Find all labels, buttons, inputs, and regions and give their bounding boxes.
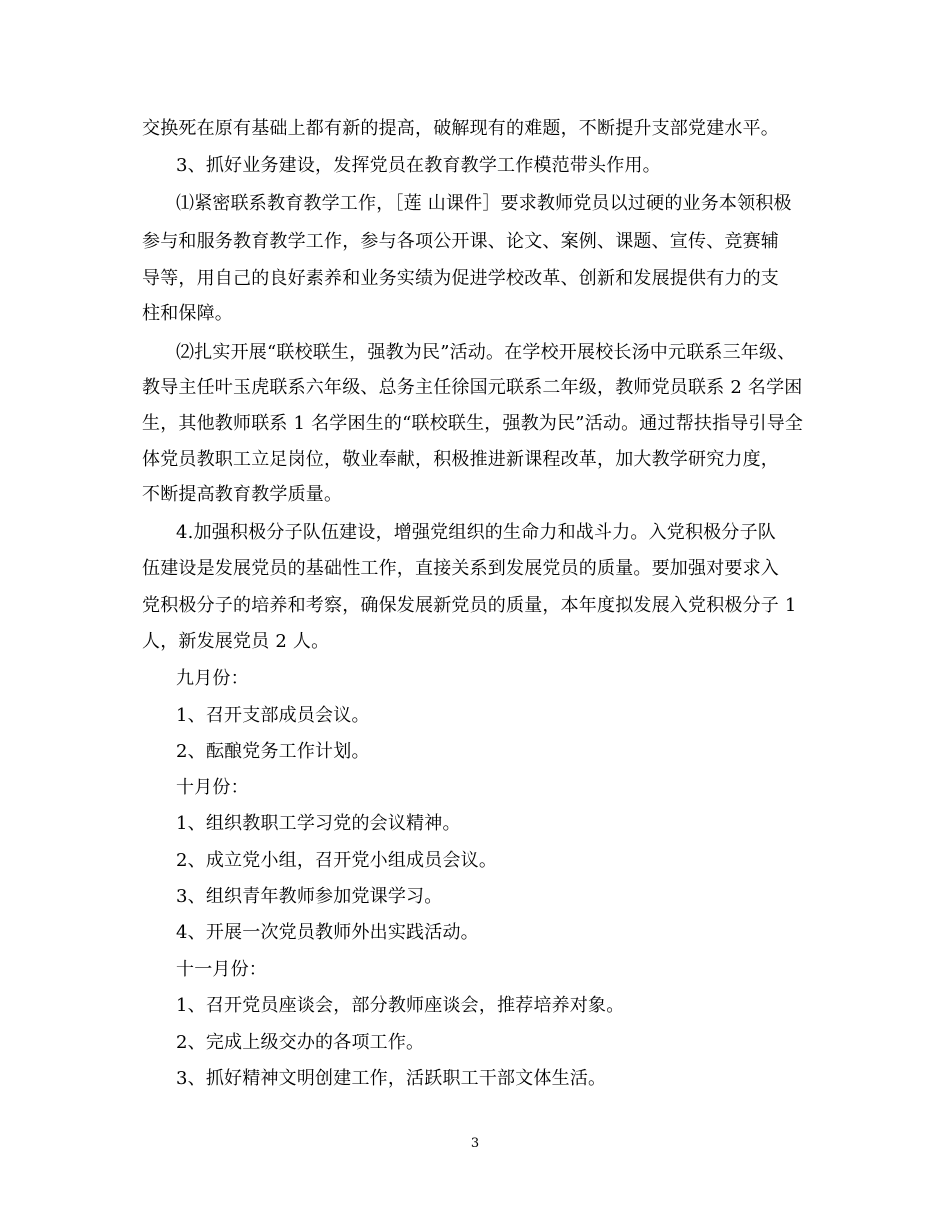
text-line: 交换死在原有基础上都有新的提高，破解现有的难题，不断提升支部党建水平。 bbox=[142, 118, 779, 139]
paragraph-start: ⑴紧密联系教育教学工作，［莲 山课件］要求教师党员以过硬的业务本领积极 bbox=[176, 193, 792, 214]
list-item: 3、组织青年教师参加党课学习。 bbox=[176, 886, 443, 907]
paragraph-start: ⑵扎实开展“联校联生，强教为民”活动。在学校开展校长汤中元联系三年级、 bbox=[176, 342, 796, 363]
text-line: 教导主任叶玉虎联系六年级、总务主任徐国元联系二年级，教师党员联系 2 名学困 bbox=[142, 377, 803, 398]
month-heading: 十月份： bbox=[176, 777, 249, 798]
month-heading: 九月份： bbox=[176, 668, 249, 689]
list-item: 1、组织教职工学习党的会议精神。 bbox=[176, 813, 461, 834]
list-item: 1、召开支部成员会议。 bbox=[176, 705, 370, 726]
text-line: 不断提高教育教学质量。 bbox=[142, 484, 343, 505]
section-heading: 3、抓好业务建设，发挥党员在教育教学工作模范带头作用。 bbox=[176, 155, 661, 176]
text-line: 人，新发展党员 2 人。 bbox=[142, 631, 330, 652]
text-line: 参与和服务教育教学工作，参与各项公开课、论文、案例、课题、宣传、竞赛辅 bbox=[142, 231, 779, 252]
list-item: 1、召开党员座谈会，部分教师座谈会，推荐培养对象。 bbox=[176, 995, 625, 1016]
text-line: 体党员教职工立足岗位，敬业奉献，积极推进新课程改革，加大教学研究力度， bbox=[142, 449, 779, 470]
text-line: 党积极分子的培养和考察，确保发展新党员的质量，本年度拟发展入党积极分子 1 bbox=[142, 595, 797, 616]
text-line: 伍建设是发展党员的基础性工作，直接关系到发展党员的质量。要加强对要求入 bbox=[142, 558, 779, 579]
month-heading: 十一月份： bbox=[176, 959, 267, 980]
text-line: 柱和保障。 bbox=[142, 303, 233, 324]
list-item: 3、抓好精神文明创建工作，活跃职工干部文体生活。 bbox=[176, 1068, 607, 1089]
list-item: 2、酝酿党务工作计划。 bbox=[176, 741, 370, 762]
list-item: 2、成立党小组，召开党小组成员会议。 bbox=[176, 850, 498, 871]
paragraph-start: 4.加强积极分子队伍建设，增强党组织的生命力和战斗力。入党积极分子队 bbox=[176, 522, 776, 543]
list-item: 2、完成上级交办的各项工作。 bbox=[176, 1032, 425, 1053]
text-line: 导等，用自己的良好素养和业务实绩为促进学校改革、创新和发展提供有力的支 bbox=[142, 268, 779, 289]
list-item: 4、开展一次党员教师外出实践活动。 bbox=[176, 922, 479, 943]
page-number: 3 bbox=[470, 1136, 480, 1151]
text-line: 生，其他教师联系 1 名学困生的“联校联生，强教为民”活动。通过帮扶指导引导全 bbox=[142, 413, 804, 434]
